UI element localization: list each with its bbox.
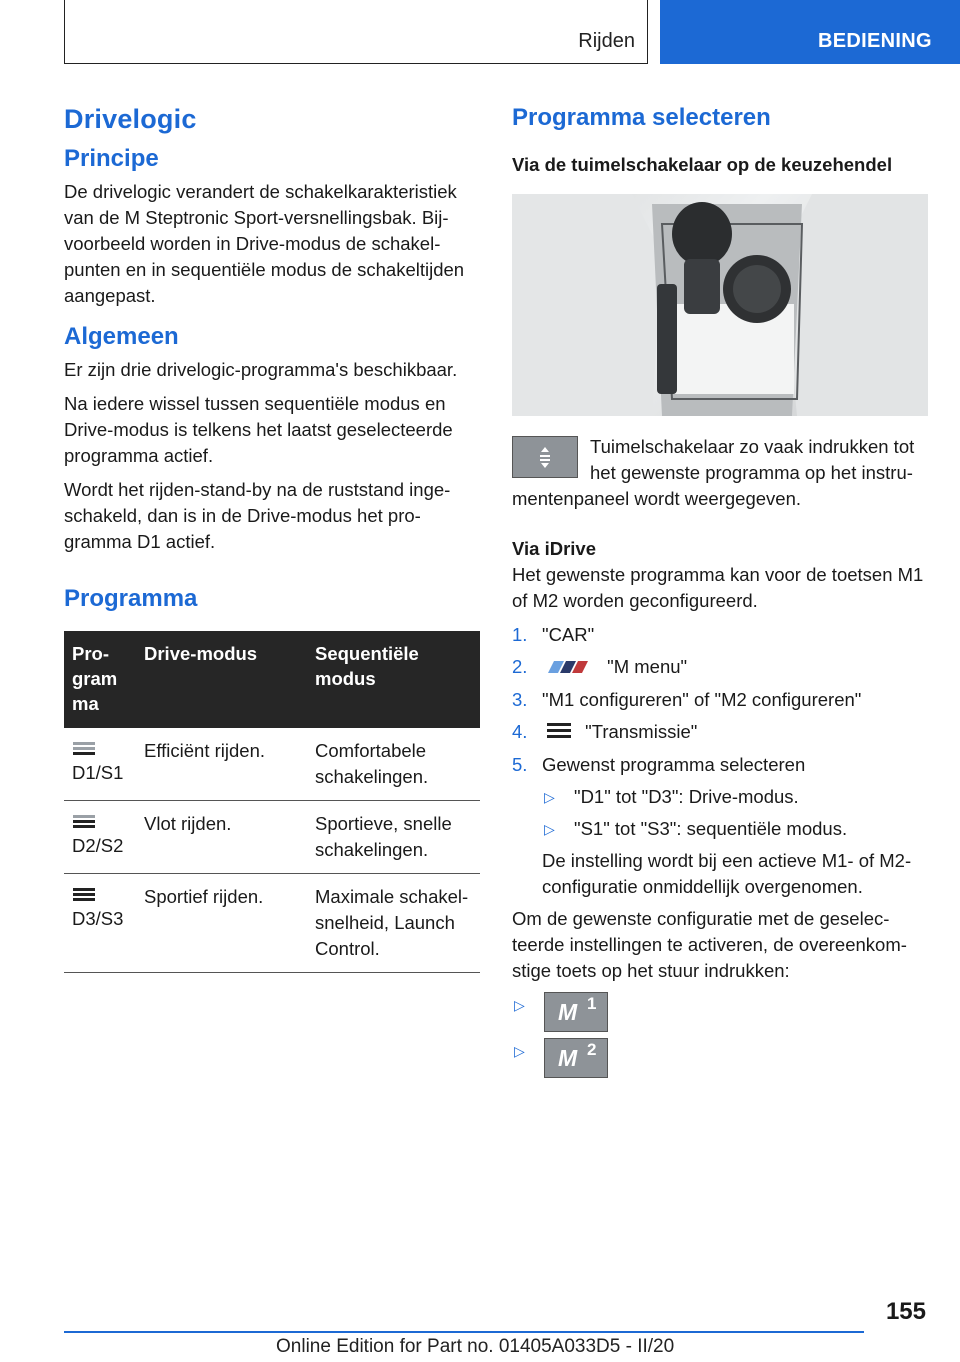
page-title: Drivelogic	[64, 104, 197, 134]
step-number: 1.	[512, 624, 528, 645]
m-menu-icon	[546, 655, 594, 681]
drivelogic-2-icon	[72, 811, 128, 831]
list-item	[512, 719, 928, 746]
table-cell-drive: Sportief rijden.	[136, 874, 307, 973]
list-item	[542, 816, 928, 842]
step-text: "CAR"	[542, 624, 595, 645]
m2-key-icon	[544, 1038, 608, 1078]
step-text: "Transmissie"	[585, 721, 698, 743]
sub-bullet-text: "D1" tot "D3": Drive-modus.	[574, 786, 799, 808]
step-text: "M menu"	[607, 656, 688, 677]
algemeen-text-3: Wordt het rijden-stand-by na de ruststand inge-schakeld, dan is in de Drive-modus het pro-gramma D1 actief.	[64, 479, 451, 552]
footer-divider	[64, 1331, 864, 1333]
rocker-switch-icon	[512, 436, 578, 478]
header-section-label: Rijden	[578, 30, 635, 52]
m1-key-icon	[544, 992, 608, 1032]
list-item	[512, 622, 928, 648]
table-header-sequential: Sequentiële modus	[307, 631, 480, 728]
header-chapter-tab	[660, 0, 960, 64]
algemeen-text-1: Er zijn drie drivelogic-programma's beschikbaar.	[64, 359, 458, 380]
left-column	[64, 100, 480, 973]
list-item	[512, 752, 928, 900]
table-cell-drive: Efficiënt rijden.	[136, 728, 307, 801]
select-program-heading: Programma selecteren	[512, 104, 771, 131]
table-cell-program	[64, 874, 136, 973]
step-number: 3.	[512, 689, 528, 711]
m-key-letter: M	[558, 1045, 578, 1072]
table-cell-program	[64, 801, 136, 874]
m-keys-list	[512, 992, 928, 1078]
list-item	[512, 687, 928, 713]
step-text: Gewenst programma selecteren	[542, 754, 806, 776]
triangle-bullet-icon: ▷	[544, 821, 555, 838]
algemeen-heading: Algemeen	[64, 323, 179, 350]
table-header-program: Pro-gram ma	[64, 631, 136, 728]
m-key-letter: M	[558, 999, 578, 1026]
list-item	[542, 784, 928, 810]
header-chapter-label: BEDIENING	[818, 30, 932, 52]
step-number: 5.	[512, 754, 528, 776]
transmission-icon	[546, 720, 572, 746]
via-idrive-heading: Via iDrive	[512, 538, 596, 559]
drivelogic-1-icon	[72, 738, 128, 758]
triangle-bullet-icon: ▷	[544, 789, 555, 806]
programma-heading: Programma	[64, 585, 198, 612]
step-text: "M1 configureren" of "M2 configureren"	[542, 689, 862, 711]
table-cell-sequential: Comfortabele schakelingen.	[307, 728, 480, 801]
via-rocker-heading: Via de tuimelschakelaar op de keuzehendel	[512, 154, 893, 175]
table-cell-sequential: Sportieve, snelle schakelingen.	[307, 801, 480, 874]
triangle-bullet-icon: ▷	[514, 997, 525, 1014]
rocker-instruction-text: Tuimelschakelaar zo vaak indrukken tot het gewenste programma op het instru-mentenpaneel wordt weergegeven.	[512, 436, 915, 509]
mode-sublist	[542, 784, 928, 842]
principe-text: De drivelogic verandert de schakelkarakteristiek van de M Steptronic Sport-versnellingsbak. Bij-voorbeeld worden in Drive-modus de schakel-punten en in sequentiële modus de schakeltijden aangepast.	[64, 181, 465, 306]
table-row	[64, 801, 480, 874]
table-cell-program	[64, 728, 136, 801]
triangle-bullet-icon: ▷	[514, 1043, 525, 1060]
list-item	[512, 654, 928, 681]
table-header-drive: Drive-modus	[136, 631, 307, 728]
table-row	[64, 874, 480, 973]
rocker-instruction	[512, 434, 928, 512]
table-header-row	[64, 631, 480, 728]
m-key-number: 2	[587, 1040, 597, 1060]
table-cell-sequential: Maximale schakel-snelheid, Launch Control.	[307, 874, 480, 973]
algemeen-text-2: Na iedere wissel tussen sequentiële modus en Drive-modus is telkens het laatst geselecteerde programma actief.	[64, 393, 453, 466]
footer-edition: Online Edition for Part no. 01405A033D5 - II/20	[276, 1336, 675, 1357]
step-number: 2.	[512, 656, 528, 677]
program-code: D2/S2	[72, 835, 124, 856]
list-item	[512, 992, 928, 1032]
programma-table	[64, 631, 480, 973]
drivelogic-3-icon	[72, 884, 128, 904]
header-section-box	[64, 0, 648, 64]
sub-note: De instelling wordt bij een actieve M1- of M2-configuratie onmiddellijk overgenomen.	[542, 850, 912, 898]
m-key-number: 1	[587, 994, 597, 1014]
step-number: 4.	[512, 721, 528, 743]
page-number: 155	[885, 1298, 926, 1325]
sub-bullet-text: "S1" tot "S3": sequentiële modus.	[574, 818, 848, 840]
idrive-text: Het gewenste programma kan voor de toetsen M1 of M2 worden geconfigureerd.	[512, 564, 924, 611]
program-code: D3/S3	[72, 908, 124, 929]
idrive-steps	[512, 622, 928, 900]
table-row	[64, 728, 480, 801]
program-code: D1/S1	[72, 762, 124, 783]
table-cell-drive: Vlot rijden.	[136, 801, 307, 874]
gear-selector-photo	[512, 194, 928, 416]
list-item	[512, 1038, 928, 1078]
principe-heading: Principe	[64, 145, 159, 172]
right-column	[512, 100, 928, 1084]
activate-text: Om de gewenste configuratie met de geselec-teerde instellingen te activeren, de overeenkom-stige toets op het stuur indrukken:	[512, 908, 907, 982]
